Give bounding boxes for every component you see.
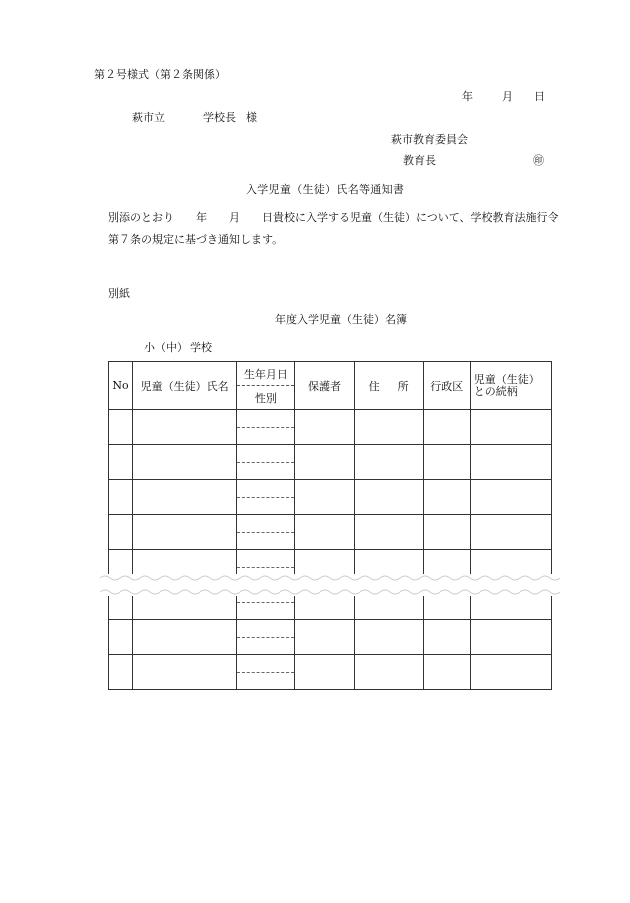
document-title: 入学児童（生徒）氏名等通知書 [246,183,405,196]
date-day: 日 [534,90,545,103]
school-label [144,339,212,355]
attachment-label: 別紙 [108,287,130,300]
header-dob-gender [237,362,295,410]
header-address [354,362,423,410]
header-relationship-2: との続柄 [473,384,518,398]
header-relationship [470,362,551,410]
header-name: 児童（生徒）氏名 [133,362,237,410]
header-dob: 生年月日 [237,362,294,386]
table-row [109,480,552,515]
header-relationship-1: 児童（生徒） [473,372,540,386]
table-row [109,410,552,445]
school-suffix: 学校 [190,341,212,354]
table-row [109,620,552,655]
seal-mark: ㊞ [533,154,544,167]
roster-title: 年度入学児童（生徒）名簿 [275,313,407,326]
table-header-row [109,362,552,410]
form-label: 第２号様式（第２条関係） [94,68,226,81]
roster-body [109,410,552,690]
header-no: No [109,362,133,410]
table-row [109,655,552,690]
header-guardian: 保護者 [295,362,354,410]
table-row [109,515,552,550]
header-address-1: 住 [368,379,380,393]
notice-body: 別添のとおり 年 月 日貴校に入学する児童（生徒）について、学校教育法施行令第７条の規定に基づき通知します。 [108,211,559,246]
addressee-honorific: 様 [246,111,257,124]
roster-table [108,361,552,690]
sender-title: 教育長 [403,154,436,167]
table-row [109,445,552,480]
table-break-wave [100,574,560,596]
header-address-2: 所 [397,379,409,393]
addressee-city: 萩市立 [132,111,165,124]
header-gender: 性別 [254,391,277,405]
sender-org: 萩市教育委員会 [391,133,468,146]
date-month: 月 [502,90,513,103]
school-prefix: 小（中） [144,341,188,354]
addressee-role: 学校長 [203,111,236,124]
header-ward: 行政区 [423,362,470,410]
date-year: 年 [462,90,473,103]
